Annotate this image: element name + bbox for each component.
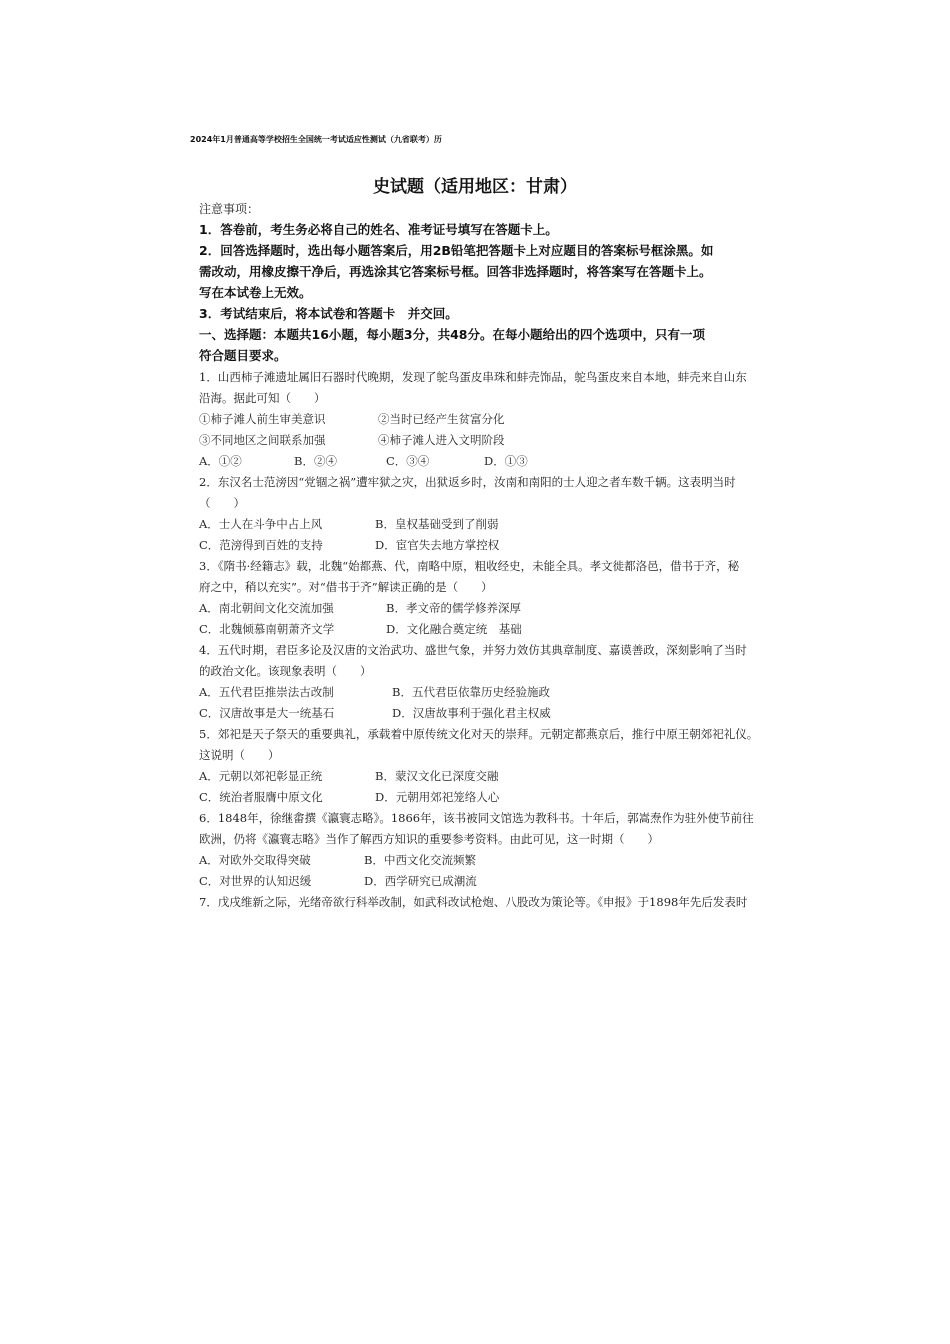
q6-stem-b: 欧洲，仍将《瀛寰志略》当作了解西方知识的重要参考资料。由此可见，这一时期（ ） bbox=[199, 832, 659, 846]
q5-option-d: D．元朝用郊祀笼络人心 bbox=[375, 790, 500, 804]
q1-option-d: D．①③ bbox=[484, 454, 528, 468]
q1-option-b: B．②④ bbox=[294, 454, 337, 468]
q5-option-a: A．元朝以郊祀彰显正统 bbox=[199, 769, 323, 783]
q4-stem-b: 的政治文化。该现象表明（ ） bbox=[199, 664, 372, 678]
notice-item-2b: 需改动，用橡皮擦干净后，再选涂其它答案标号框。回答非选择题时，将答案写在答题卡上。 bbox=[199, 264, 712, 279]
exam-title-line2: 史试题（适用地区：甘肃） bbox=[373, 177, 577, 197]
exam-title-line1: 2024年1月普通高等学校招生全国统一考试适应性测试（九省联考）历 bbox=[190, 135, 442, 144]
q3-option-b: B．孝文帝的儒学修养深厚 bbox=[386, 601, 521, 615]
q5-option-b: B．蒙汉文化已深度交融 bbox=[375, 769, 499, 783]
q2-option-c: C．范滂得到百姓的支持 bbox=[199, 538, 323, 552]
q5-option-c: C．统治者服膺中原文化 bbox=[199, 790, 323, 804]
q3-option-c: C．北魏倾慕南朝萧齐文学 bbox=[199, 622, 335, 636]
q1-stem-b: 沿海。据此可知（ ） bbox=[199, 391, 326, 405]
q7-stem-a: 7．戊戌维新之际，光绪帝欲行科举改制，如武科改试枪炮、八股改为策论等。《申报》于1898年先后发表时 bbox=[199, 895, 748, 909]
q3-option-a: A．南北朝间文化交流加强 bbox=[199, 601, 334, 615]
q1-option-a: A．①② bbox=[199, 454, 242, 468]
q6-option-d: D．西学研究已成潮流 bbox=[364, 874, 477, 888]
q1-stem-a: 1．山西柿子滩遗址属旧石器时代晚期，发现了鸵鸟蛋皮串珠和蚌壳饰品，鸵鸟蛋皮来自本地，蚌壳来自山东 bbox=[199, 370, 747, 384]
q6-option-c: C．对世界的认知迟缓 bbox=[199, 874, 312, 888]
notice-item-3: 3．考试结束后，将本试卷和答题卡 并交回。 bbox=[199, 306, 458, 321]
notice-item-1: 1．答卷前，考生务必将自己的姓名、准考证号填写在答题卡上。 bbox=[199, 222, 558, 237]
q1-statement-3: ③不同地区之间联系加强 bbox=[199, 433, 326, 447]
q6-stem-a: 6．1848年，徐继畬撰《瀛寰志略》。1866年，该书被同文馆选为教科书。十年后，郭嵩焘作为驻外使节前往 bbox=[199, 811, 754, 825]
notice-heading: 注意事项： bbox=[199, 202, 260, 216]
q4-stem-a: 4．五代时期，君臣多论及汉唐的文治武功、盛世气象，并努力效仿其典章制度、嘉谟善政，深刻影响了当时 bbox=[199, 643, 747, 657]
q1-statement-1: ①柿子滩人前生审美意识 bbox=[199, 412, 326, 426]
q1-statement-4: ④柿子滩人进入文明阶段 bbox=[378, 433, 505, 447]
notice-item-2c: 写在本试卷上无效。 bbox=[199, 285, 312, 300]
q3-option-d: D．文化融合奠定统 基础 bbox=[386, 622, 522, 636]
q5-stem-a: 5．郊祀是天子祭天的重要典礼，承载着中原传统文化对天的崇拜。元朝定都燕京后，推行中原王朝郊祀礼仪。 bbox=[199, 727, 759, 741]
q4-option-d: D．汉唐故事利于强化君主权威 bbox=[392, 706, 551, 720]
q6-option-b: B．中西文化交流频繁 bbox=[364, 853, 476, 867]
q1-statement-2: ②当时已经产生贫富分化 bbox=[378, 412, 505, 426]
q2-stem-a: 2．东汉名士范滂因“党锢之祸”遭牢狱之灾，出狱返乡时，汝南和南阳的士人迎之者车数千辆。这表明当时 bbox=[199, 475, 736, 489]
q2-option-b: B．皇权基础受到了削弱 bbox=[375, 517, 499, 531]
q3-stem-b: 府之中，稍以充实”。对“借书于齐”解读正确的是（ ） bbox=[199, 580, 493, 594]
notice-item-2a: 2．回答选择题时，选出每小题答案后，用2B铅笔把答题卡上对应题目的答案标号框涂黑。如 bbox=[199, 243, 714, 258]
q3-stem-a: 3．《隋书·经籍志》载，北魏“始都燕、代，南略中原，粗收经史，未能全具。孝文徙都洛邑，借书于齐，秘 bbox=[199, 559, 740, 573]
q2-option-a: A．士人在斗争中占上风 bbox=[199, 517, 323, 531]
section-heading-line1: 一、选择题：本题共16小题，每小题3分，共48分。在每小题给出的四个选项中，只有一项 bbox=[199, 327, 705, 342]
q2-option-d: D．宦官失去地方掌控权 bbox=[375, 538, 500, 552]
q4-option-a: A．五代君臣推崇法古改制 bbox=[199, 685, 334, 699]
q6-option-a: A．对欧外交取得突破 bbox=[199, 853, 311, 867]
q4-option-c: C．汉唐故事是大一统基石 bbox=[199, 706, 335, 720]
q1-option-c: C．③④ bbox=[386, 454, 430, 468]
q4-option-b: B．五代君臣依靠历史经验施政 bbox=[392, 685, 550, 699]
section-heading-line2: 符合题目要求。 bbox=[199, 348, 287, 363]
q5-stem-b: 这说明（ ） bbox=[199, 748, 280, 762]
q2-stem-b: （ ） bbox=[199, 496, 245, 510]
